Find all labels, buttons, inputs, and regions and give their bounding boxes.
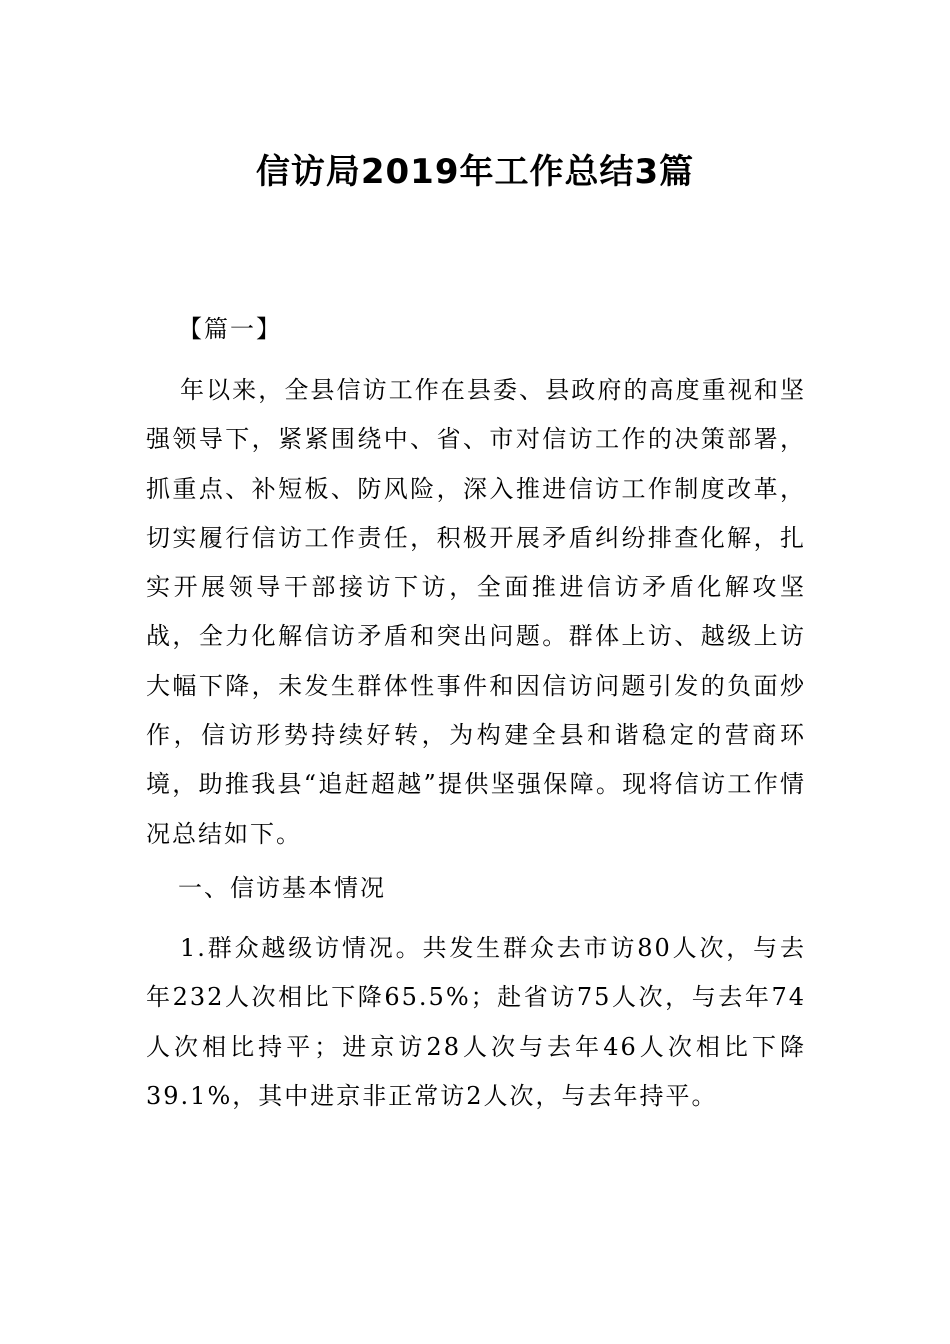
paragraph-intro: 年以来，全县信访工作在县委、县政府的高度重视和坚强领导下，紧紧围绕中、省、市对信访工作的决策部署，抓重点、补短板、防风险，深入推进信访工作制度改革，切实履行信访工作责任，积极开展矛盾纠纷排查化解，扎实开展领导干部接访下访，全面推进信访矛盾化解攻坚战，全力化解信访矛盾和突出问题。群体上访、越级上访大幅下降，未发生群体性事件和因信访问题引发的负面炒作，信访形势持续好转，为构建全县和谐稳定的营商环境，助推我县“追赶超越”提供坚强保障。现将信访工作情况总结如下。 — [146, 376, 806, 848]
paragraph-petition-stats: 1.群众越级访情况。共发生群众去市访80人次，与去年232人次相比下降65.5%；赴省访75人次，与去年74人次相比持平；进京访28人次与去年46人次相比下降39.1%，其中进京非正常访2人次，与去年持平。 — [146, 934, 806, 1110]
section-label: 【篇一】 — [178, 315, 282, 343]
document-title: 信访局2019年工作总结3篇 — [255, 152, 695, 192]
section-heading: 一、信访基本情况 — [178, 874, 386, 902]
